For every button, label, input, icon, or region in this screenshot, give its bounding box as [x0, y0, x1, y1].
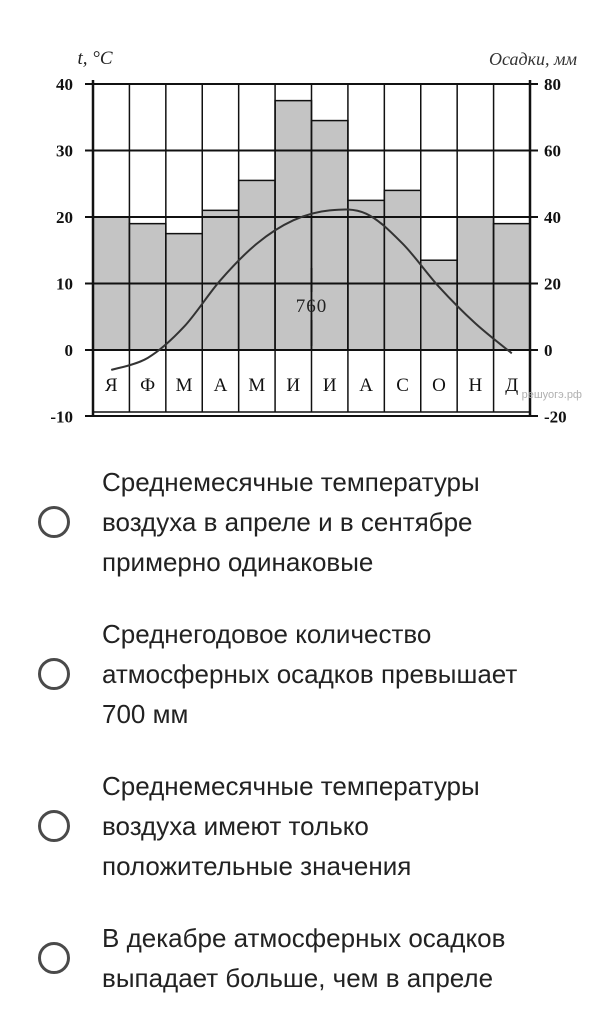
answer-option-3[interactable] — [0, 766, 600, 886]
annual-precipitation-total: 760 — [295, 296, 328, 317]
answer-option-4[interactable] — [0, 918, 600, 998]
right-tick-label: 60 — [544, 141, 561, 161]
month-label: Д — [505, 375, 519, 396]
left-tick-label: 0 — [64, 341, 73, 360]
radio-button-icon[interactable] — [38, 506, 70, 538]
precipitation-bar — [129, 224, 165, 350]
watermark-text: решуогэ.рф — [521, 389, 582, 401]
month-label: А — [359, 375, 373, 396]
answer-option-1[interactable] — [0, 462, 600, 582]
month-label: Я — [104, 375, 118, 396]
precipitation-bar — [421, 260, 457, 350]
left-tick-label: 20 — [56, 208, 73, 227]
left-tick-label: -10 — [50, 407, 73, 427]
right-tick-label: -20 — [544, 407, 567, 427]
answer-option-2[interactable] — [0, 614, 600, 734]
month-label: М — [175, 375, 193, 396]
answer-option-text: Среднегодовое количество атмосферных осадков превышает 700 мм — [102, 619, 518, 729]
right-tick-label: 80 — [544, 75, 561, 94]
left-tick-label: 30 — [56, 141, 73, 161]
precipitation-bar — [239, 180, 275, 350]
left-tick-label: 10 — [56, 274, 73, 294]
answer-option-text: В декабре атмосферных осадков выпадает больше, чем в апреле — [102, 923, 506, 993]
month-label: А — [213, 375, 228, 396]
precipitation-bar — [166, 234, 202, 350]
answer-option-text: Среднемесячные температуры воздуха в апреле и в сентябре примерно одинаковые — [102, 467, 480, 577]
radio-button-icon[interactable] — [38, 942, 70, 974]
right-tick-label: 40 — [544, 208, 561, 227]
month-label: С — [396, 375, 409, 396]
month-label: М — [248, 375, 266, 396]
answer-option-text: Среднемесячные температуры воздуха имеют только положительные значения — [102, 771, 480, 881]
month-label: И — [286, 375, 301, 396]
right-axis-title: Осадки, мм — [488, 49, 577, 69]
radio-button-icon[interactable] — [38, 658, 70, 690]
month-label: Н — [468, 375, 483, 396]
answer-options — [0, 462, 600, 998]
month-label: Ф — [140, 375, 156, 396]
right-tick-label: 0 — [544, 341, 553, 360]
left-axis-title: t, °C — [77, 48, 113, 69]
month-label: И — [322, 375, 337, 396]
left-tick-label: 40 — [56, 75, 73, 94]
precipitation-bar — [384, 190, 420, 350]
climate-chart-svg — [0, 0, 600, 450]
right-tick-label: 20 — [544, 274, 561, 294]
month-label: О — [432, 375, 446, 396]
precipitation-bar — [494, 224, 530, 350]
climate-chart — [0, 0, 600, 450]
radio-button-icon[interactable] — [38, 810, 70, 842]
